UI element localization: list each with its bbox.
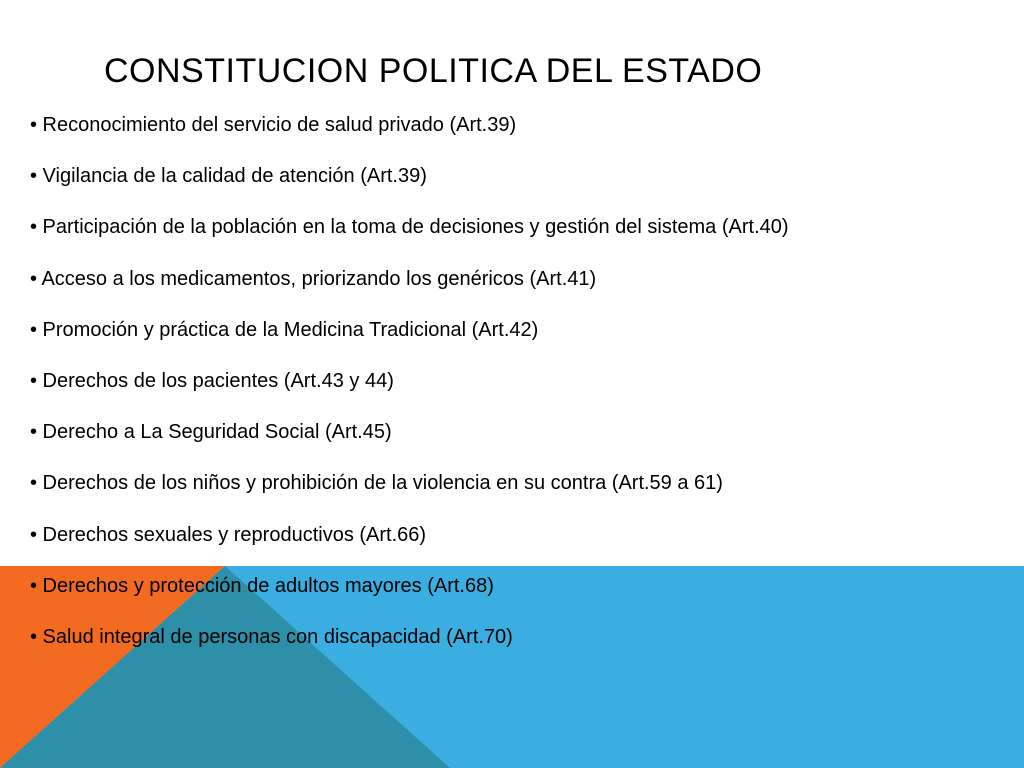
bullet-item: • Derechos de los niños y prohibición de la violencia en su contra (Art.59 a 61) [30,472,723,495]
bullet-item: • Salud integral de personas con discapacidad (Art.70) [30,625,513,648]
slide-title: CONSTITUCION POLITICA DEL ESTADO [104,52,763,90]
bullet-item: • Derechos sexuales y reproductivos (Art.66) [30,523,427,546]
bullet-item: • Derechos y protección de adultos mayores (Art.68) [30,574,494,597]
bullet-list [30,112,789,675]
bullet-item: • Acceso a los medicamentos, priorizando los genéricos (Art.41) [30,267,597,290]
bullet-item: • Reconocimiento del servicio de salud privado (Art.39) [30,114,517,136]
bullet-item: • Derecho a La Seguridad Social (Art.45) [30,421,392,444]
bullet-item: • Promoción y práctica de la Medicina Tradicional (Art.42) [30,318,539,341]
bullet-item: • Participación de la población en la toma de decisiones y gestión del sistema (Art.40) [30,216,789,239]
bullet-item: • Derechos de los pacientes (Art.43 y 44) [30,369,394,392]
bullet-item: • Vigilancia de la calidad de atención (Art.39) [30,165,427,188]
